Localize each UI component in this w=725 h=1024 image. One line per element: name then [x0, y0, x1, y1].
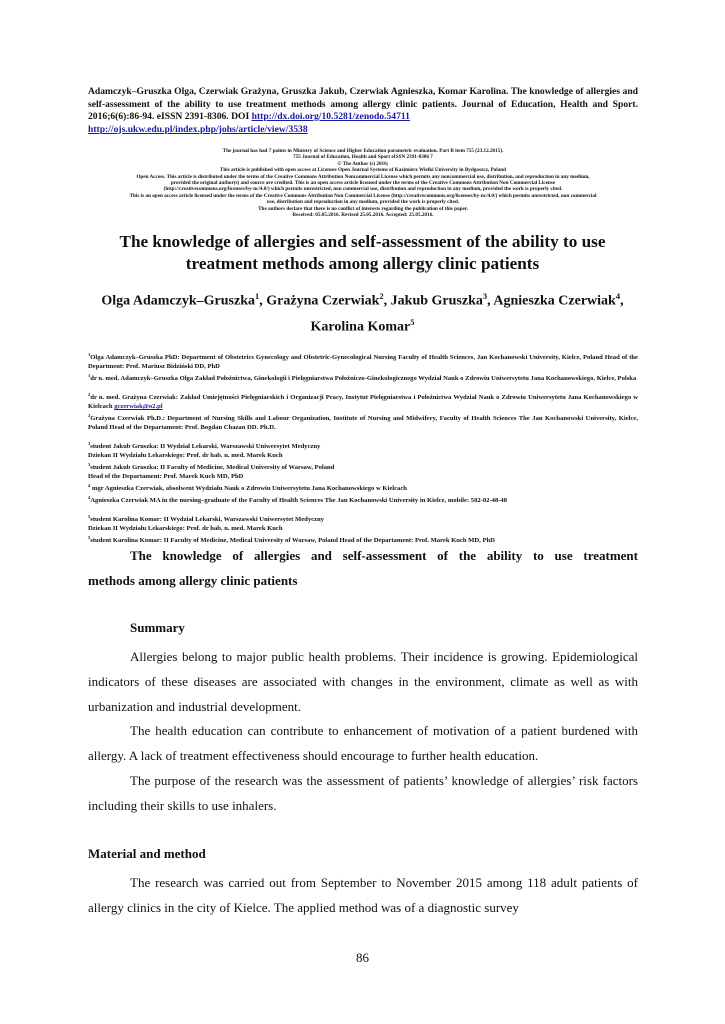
author-name: Karolina Komar — [310, 319, 411, 335]
info-line: Received: 05.05.2016. Revised 25.05.2016. Accepted: 25.05.2016. — [292, 212, 434, 219]
author-separator: , — [259, 293, 267, 309]
page-number: 86 — [356, 950, 369, 965]
author-list — [75, 286, 650, 337]
summary-paragraph: The purpose of the research was the assessment of patients’ knowledge of allergies’ risk factors including their skills to use inhalers. — [88, 772, 638, 813]
affil-text: student Jakub Gruszka: II Wydział Lekarski, Warszawski Uniwersytet Medyczny — [90, 443, 321, 451]
info-line: use, distribution and reproduction in any medium, provided the work is properly cited. — [266, 199, 460, 206]
affiliation-entry — [88, 391, 638, 412]
affiliation-entry — [88, 461, 638, 473]
author-affil-mark: 3 — [482, 291, 488, 301]
info-line: © The Author (s) 2016; — [337, 160, 389, 167]
affil-mark: 1 — [88, 373, 91, 378]
affiliation-entry — [88, 494, 638, 506]
affiliations — [88, 351, 638, 546]
publisher-info — [60, 148, 666, 218]
article-url-link[interactable]: http://ojs.ukw.edu.pl/index.php/johs/article/view/3538 — [88, 123, 308, 135]
author-name: Olga Adamczyk–Gruszka — [101, 293, 256, 309]
info-line: This is an open access article licensed under the terms of the Creative Commons Attribution Non Commercial License (http://creativecommons.org/licenses/by-nc/4.0/) which permits unrestricted, non commercial — [129, 192, 597, 199]
material-method-heading: Material and method — [88, 846, 206, 861]
affiliation-entry — [88, 412, 638, 433]
author-separator: , — [383, 293, 391, 309]
info-line: provided the original author(s) and source are credited. This is an open access article licensed under the terms of the Creative Commons Attribution Non Commercial License — [170, 180, 556, 187]
summary-paragraph: The health education can contribute to enhancement of motivation of a patient burdened with allergy. A lack of treatment effectiveness should encourage to further health education. — [88, 723, 638, 764]
citation-text: Adamczyk–Gruszka Olga, Czerwiak Grażyna, Gruszka Jakub, Czerwiak Agnieszka, Komar Karolina. The knowledge of allergies and self-assessment of the ability to use treatment methods among allergy clinic patients. Journal of Education, Health and Sport. 2016;6(6):86-94. eISSN 2391-8306. DOI — [88, 86, 638, 122]
author-affil-mark: 2 — [379, 291, 384, 301]
summary-body — [88, 645, 638, 819]
section-title — [88, 543, 638, 593]
affil-mark: 1 — [88, 352, 91, 357]
affiliation-entry — [88, 482, 638, 494]
affiliation-entry — [88, 513, 638, 525]
affiliation-entry — [88, 372, 638, 384]
affil-text: student Jakub Gruszka: II Faculty of Medicine, Medical University of Warsaw, Poland — [90, 464, 335, 472]
affil-text: student Karolina Komar: II Faculty of Medicine, Medical University of Warsaw, Poland Head of the Departament: Prof. Marek Kuch MD, PhD — [90, 537, 495, 545]
affil-text: Agnieszka Czerwiak MA in the nursing–graduate of the Faculty of Health Sciences The Jan Kochanowski University in Kielce, mobile: 502-02-48-48 — [90, 497, 508, 505]
author-name: Grażyna Czerwiak — [266, 293, 380, 309]
affil-text: dr n. med. Grażyna Czerwiak: Zakład Umiejętności Pielęgniarskich i Organizacji Pracy, Instytut Pielęgniarstwa i Położnictwa Wydział Nauk o Zdrowiu Uniwersytetu Jana Kochanowskiego w Kielcach — [88, 394, 638, 411]
section-title-line: methods among allergy clinic patients — [88, 573, 298, 588]
summary-paragraph: Allergies belong to major public health problems. Their incidence is growing. Epidemiological indicators of these diseases are associated with changes in the environment, climate as well as with urbanization and industrial development. — [88, 649, 638, 714]
email-link[interactable]: gczerwiak@o2.pl — [114, 403, 163, 411]
author-name: Jakub Gruszka — [390, 293, 483, 309]
info-line: (http://creativecommons.org/licenses/by-nc/4.0/) which permits unrestricted, non commercial use, distribution and reproduction in any medium, provided the work is properly cited. — [163, 186, 563, 193]
author-affil-mark: 1 — [255, 291, 260, 301]
affil-text: dr n. med. Adamczyk–Gruszka Olga Zakład Położnictwa, Ginekologii i Pielęgniarstwa Położniczo-Ginekologicznego Wydział Nauk o Zdrowiu Uniwersytetu Jana Kochanowskiego, Kielce, Polska — [90, 375, 637, 383]
author-separator: , — [620, 293, 624, 309]
affil-mark: 5 — [88, 514, 91, 520]
info-line: 755 Journal of Education, Health and Sport eISSN 2391-8306 7 — [293, 154, 433, 161]
material-method-body — [88, 871, 638, 921]
affiliation-entry — [88, 440, 638, 452]
affil-mark: 5 — [88, 535, 91, 541]
affiliation-entry: Dziekan II Wydziału Lekarskiego: Prof. dr hab. n. med. Marek Kuch — [88, 525, 283, 533]
info-line: The authors declare that there is no conflict of interests regarding the publication of this paper. — [258, 205, 468, 212]
paper-title: The knowledge of allergies and self-assessment of the ability to use treatment methods among allergy clinic patients — [119, 232, 606, 273]
affil-mark: 3 — [88, 462, 91, 468]
affil-mark: 2 — [88, 413, 91, 419]
affil-mark: 3 — [88, 441, 91, 447]
affil-mark: 4 — [88, 483, 91, 489]
info-line: This article is published with open access at Licensee Open Journal Systems of Kazimierz Wielki University in Bydgoszcz, Poland — [219, 167, 507, 174]
affil-text: student Karolina Komar: II Wydział Lekarski, Warszawski Uniwersytet Medyczny — [90, 516, 324, 524]
section-title-line: The knowledge of allergies and self-assessment of the ability to use treatment — [130, 548, 638, 563]
affiliation-entry: Head of the Departament: Prof. Marek Kuch MD, PhD — [88, 473, 244, 481]
author-name: Agnieszka Czerwiak — [493, 293, 616, 309]
affiliation-entry — [88, 351, 638, 372]
affil-text: Grażyna Czerwiak Ph.D.: Department of Nursing Skills and Labour Organization, Institute of Nursing and Midwifery, Faculty of Health Sciences The Jan Kochanowski University, Kielce, Poland Head of the Departament: Prof. Bogdan Chazan DD. Ph.D. — [88, 415, 638, 432]
doi-link[interactable]: http://dx.doi.org/10.5281/zenodo.54711 — [251, 111, 410, 122]
affiliation-entry: Dziekan II Wydziału Lekarskiego: Prof. dr hab. n. med. Marek Kuch — [88, 452, 283, 460]
author-affil-mark: 4 — [615, 291, 621, 301]
info-line: Open Access. This article is distributed under the terms of the Creative Commons Attribution Noncommercial License which permits any noncommercial use, distribution, and reproduction in any medium, — [136, 173, 590, 180]
citation-block — [88, 86, 638, 136]
affil-mark: 4 — [88, 495, 91, 501]
author-affil-mark: 5 — [410, 316, 415, 327]
affil-mark: 2 — [88, 392, 91, 398]
summary-heading: Summary — [130, 620, 185, 635]
method-paragraph: The research was carried out from September to November 2015 among 118 adult patients of allergy clinics in the city of Kielce. The applied method was of a diagnostic survey — [88, 875, 638, 915]
affil-text: mgr Agnieszka Czerwiak, absolwent Wydziału Nauk o Zdrowiu Uniwersytetu Jana Kochanowskiego w Kielcach — [90, 485, 407, 493]
author-separator: , — [487, 293, 494, 309]
affil-text: Olga Adamczyk–Gruszka PhD: Department of Obstetrics Gynecology and Obstetric-Gynecological Nursing Faculty of Health Sciences, Jan Kochanowski University, Kielce, Poland Head of the Department: Prof. Mariusz Bidziński DD, PhD — [88, 354, 638, 371]
info-line: The journal has had 7 points in Ministry of Science and Higher Education parametric evaluation. Part B item 755 (23.12.2015). — [222, 148, 504, 154]
